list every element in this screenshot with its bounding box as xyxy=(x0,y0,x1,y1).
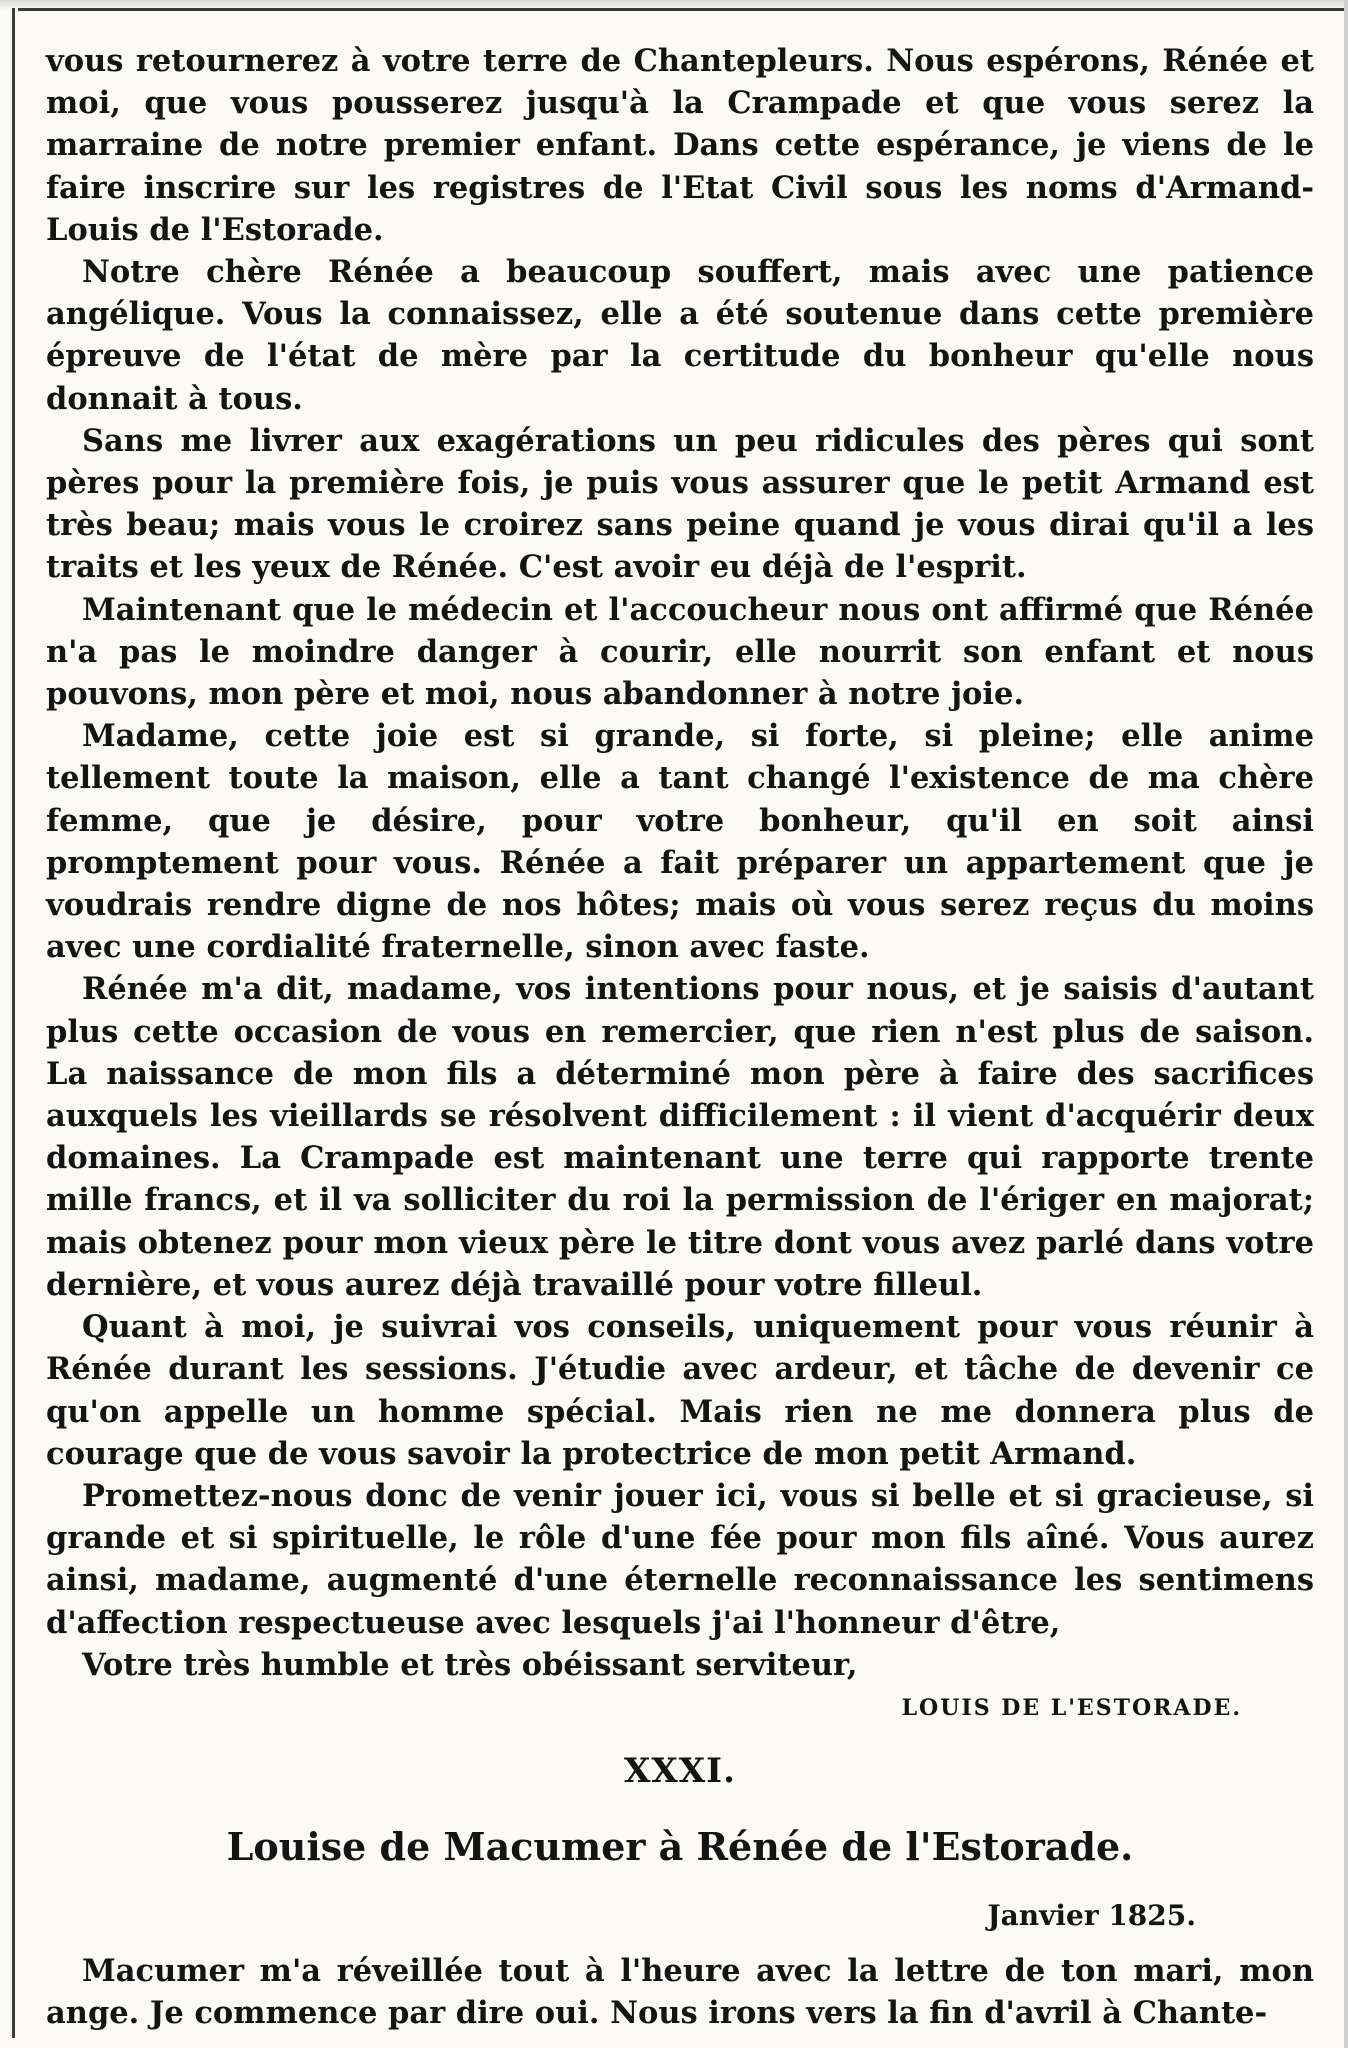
paragraph-after-1: Macumer m'a réveillée tout à l'heure avec la lettre de ton mari, mon ange. Je commence par dire oui. Nous irons vers la fin d'avril à Chante- xyxy=(46,1952,1314,2032)
paragraph-6: Rénée m'a dit, madame, vos intentions pour nous, et je saisis d'autant plus cette occasion de vous en remercier, que rien n'est plus de saison. La naissance de mon fils a déterminé mon père à faire des sacrifices auxquels les vieillards se résolvent difficilement : il vient d'acquérir deux domaines. La Crampade est maintenant une terre qui rapporte trente mille francs, et il va solliciter du roi la permission de l'ériger en majorat; mais obtenez pour mon vieux père le titre dont vous avez parlé dans votre dernière, et vous aurez déjà travaillé pour votre filleul. xyxy=(46,971,1314,1303)
paragraph-2: Notre chère Rénée a beaucoup souffert, mais avec une patience angélique. Vous la connaissez, elle a été soutenue dans cette première épreuve de l'état de mère par la certitude du bonheur qu'elle nous donnait à tous. xyxy=(46,254,1314,417)
paragraph-4: Maintenant que le médecin et l'accoucheur nous ont affirmé que Rénée n'a pas le moindre danger à courir, elle nourrit son enfant et nous pouvons, mon père et moi, nous abandonner à notre joie. xyxy=(46,591,1314,713)
paragraph-7: Quant à moi, je suivrai vos conseils, uniquement pour vous réunir à Rénée durant les sessions. J'étudie avec ardeur, et tâche de devenir ce qu'on appelle un homme spécial. Mais rien ne me donnera plus de courage que de vous savoir la protectrice de mon petit Armand. xyxy=(46,1309,1314,1472)
paragraph-8: Promettez-nous donc de venir jouer ici, vous si belle et si gracieuse, si grande et si spirituelle, le rôle d'une fée pour mon fils aîné. Vous aurez ainsi, madame, augmenté d'une éternelle reconnaissance les sentimens d'affection respectueuse avec lesquels j'ai l'honneur d'être, xyxy=(46,1477,1314,1641)
page-right-edge xyxy=(1344,0,1348,2048)
chapter-title: Louise de Macumer à Rénée de l'Estorade. xyxy=(226,1823,1134,1869)
column-left-rule xyxy=(12,8,15,2038)
letter-signature: LOUIS DE L'ESTORADE. xyxy=(901,1694,1242,1721)
top-border-rule xyxy=(18,8,1348,11)
text-column xyxy=(46,40,1314,2034)
paragraph-5: Madame, cette joie est si grande, si forte, si pleine; elle anime tellement toute la maison, elle a tant changé l'existence de ma chère femme, que je désire, pour votre bonheur, qu'il en soit ainsi promptement pour vous. Rénée a fait préparer un appartement que je voudrais rendre digne de nos hôtes; mais où vous serez reçus du moins avec une cordialité fraternelle, sinon avec faste. xyxy=(46,718,1314,966)
chapter-number: XXXI. xyxy=(624,1750,736,1791)
paragraph-1: vous retournerez à votre terre de Chantepleurs. Nous espérons, Rénée et moi, que vous pousserez jusqu'à la Crampade et que vous serez la marraine de notre premier enfant. Dans cette espérance, je viens de le faire inscrire sur les registres de l'Etat Civil sous les noms d'Armand-Louis de l'Estorade. xyxy=(46,43,1314,248)
letter-date: Janvier 1825. xyxy=(987,1898,1196,1932)
paragraph-3: Sans me livrer aux exagérations un peu ridicules des pères qui sont pères pour la première fois, je puis vous assurer que le petit Armand est très beau; mais vous le croirez sans peine quand je vous dirai qu'il a les traits et les yeux de Rénée. C'est avoir eu déjà de l'esprit. xyxy=(46,422,1314,586)
closing-line: Votre très humble et très obéissant serviteur, xyxy=(82,1646,858,1683)
